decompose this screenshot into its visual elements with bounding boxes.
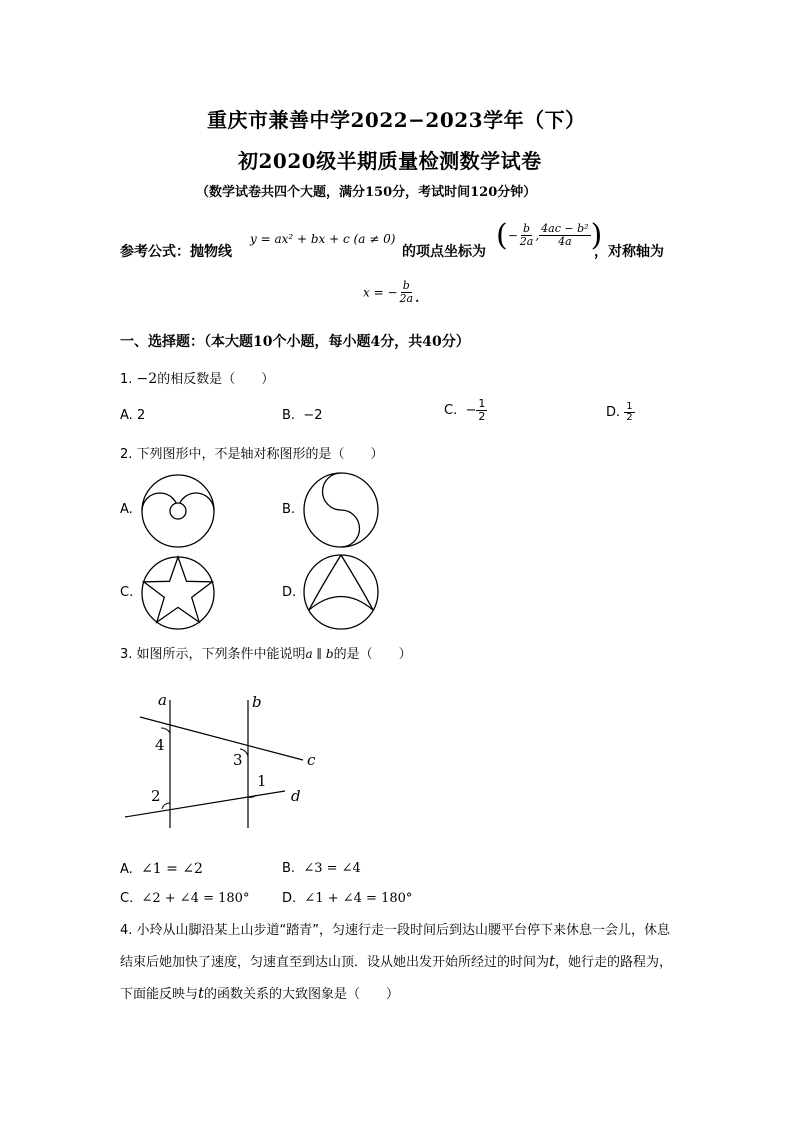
- vertex-y-den: 4a: [558, 235, 572, 248]
- q4-part-3: 的函数关系的大致图象是（ ）: [204, 987, 400, 1002]
- q3-a-label: A.: [120, 862, 133, 877]
- vertex-x-num: b: [523, 222, 531, 235]
- vertex-x-den: 2a: [519, 235, 534, 248]
- title-line-2: 初2020级半期质量检测数学试卷: [238, 149, 542, 173]
- q4-stem: [120, 916, 680, 1010]
- q3-option-a: [120, 861, 203, 877]
- q1-d-label: D.: [606, 405, 621, 420]
- label-angle-3: 3: [233, 751, 243, 769]
- q3-d-label: D.: [282, 891, 297, 906]
- q1-d-num: 1: [626, 401, 633, 412]
- q1-c-den: 2: [478, 410, 486, 423]
- q1-expr: −2: [136, 371, 158, 387]
- q3-d-value: ∠1 + ∠4 = 180°: [304, 891, 413, 906]
- q2-b-label: B.: [282, 502, 296, 517]
- q1-c-sign: −: [465, 403, 477, 418]
- formula-axis: [363, 280, 419, 305]
- q3-b-value: ∠3 = ∠4: [303, 861, 361, 876]
- formula-axis-text: ，对称轴为: [594, 244, 664, 260]
- line-d: [125, 791, 285, 817]
- q3-stem: [120, 643, 412, 662]
- formula-vertex: (− $\frac{b}{2a}$ , $\frac{\text{4ac − b²}}{4a}$ ): [496, 218, 603, 253]
- axis-end: .: [415, 291, 420, 305]
- q1-c-num: 1: [478, 397, 486, 410]
- q3-stem-post: 的是（ ）: [333, 647, 412, 662]
- q2-c-label: C.: [120, 585, 134, 600]
- q1-c-label: C.: [444, 403, 458, 418]
- label-c: c: [307, 751, 316, 769]
- q1-option-b: [282, 408, 323, 423]
- q3-a-value: ∠1 = ∠2: [141, 861, 203, 877]
- q3-option-d: [282, 891, 412, 906]
- q3-b-label: B.: [282, 861, 296, 876]
- label-angle-4: 4: [155, 736, 165, 754]
- q1-option-c: [444, 398, 487, 423]
- label-b: b: [252, 693, 262, 711]
- q4-var-t2: t: [198, 984, 205, 1002]
- q3-c-label: C.: [120, 891, 134, 906]
- axis-num: b: [402, 279, 410, 292]
- label-d: d: [291, 787, 301, 805]
- q1-b-value: −2: [303, 408, 323, 423]
- axis-lhs: x = −: [363, 285, 398, 300]
- q1-option-a: [120, 408, 145, 423]
- q3-stem-pre: 3. 如图所示，下列条件中能说明: [120, 647, 306, 662]
- subtitle: （数学试卷共四个大题，满分150分，考试时间120分钟）: [196, 185, 537, 200]
- q1-d-den: 2: [626, 412, 633, 423]
- q4-var-t: t: [549, 952, 556, 970]
- q3-figure: [115, 685, 345, 835]
- q1-b-label: B.: [282, 408, 296, 423]
- section-1-heading: 一、选择题：（本大题10个小题，每小题4分，共40分）: [120, 334, 470, 350]
- q3-relation: a ∥ b: [305, 647, 334, 661]
- label-angle-1: 1: [257, 772, 267, 790]
- q1-a-label: A.: [120, 408, 133, 423]
- formula-vertex-text: 的项点坐标为: [402, 244, 486, 260]
- q1-a-value: 2: [136, 408, 146, 423]
- q1-stem-text: 的相反数是（ ）: [157, 372, 275, 387]
- formula-equation: y = ax² + bx + c (a ≠ 0): [250, 232, 396, 246]
- q2-figure-a: [140, 473, 216, 549]
- q1-stem: [120, 368, 274, 387]
- axis-den: 2a: [399, 292, 414, 305]
- q4-part-2: ，她行走的路程为，下面能反映与: [120, 955, 673, 1002]
- q2-figure-c: [140, 555, 216, 631]
- q2-stem: 2. 下列图形中，不是轴对称图形的是（ ）: [120, 447, 384, 462]
- label-angle-2: 2: [151, 787, 161, 805]
- q2-figure-b: [302, 471, 380, 549]
- formula-label: 参考公式：抛物线: [120, 244, 232, 260]
- q2-a-label: A.: [120, 502, 133, 517]
- q3-option-c: [120, 891, 249, 906]
- vertex-y-num: 4ac − b²: [541, 222, 589, 235]
- q4-part-1: 4. 小玲从山脚沿某上山步道“踏青”，匀速行走一段时间后到达山腰平台停下来休息一会儿，休息结束后她加快了速度，匀速直至到达山顶．设从她出发开始所经过的时间为: [120, 923, 671, 970]
- q2-d-label: D.: [282, 585, 297, 600]
- q1-number: 1.: [120, 372, 133, 387]
- label-a: a: [158, 691, 167, 709]
- q3-c-value: ∠2 + ∠4 = 180°: [141, 891, 250, 906]
- q1-option-d: [606, 402, 635, 423]
- title-line-1: 重庆市兼善中学2022−2023学年（下）: [207, 108, 586, 132]
- q3-option-b: [282, 861, 361, 876]
- q2-figure-d: [302, 553, 380, 631]
